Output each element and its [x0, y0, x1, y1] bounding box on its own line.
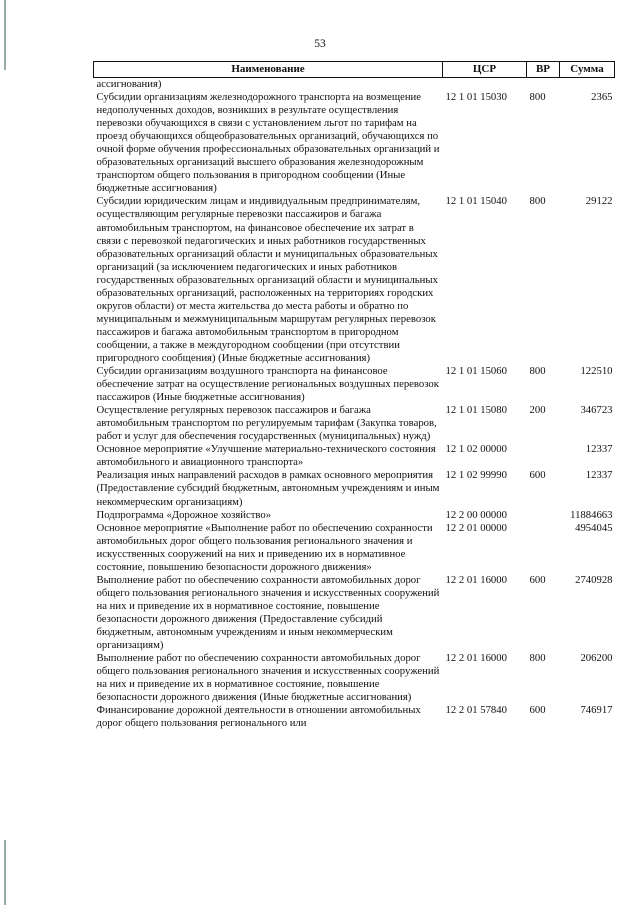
cell-sum: 2365 [591, 91, 613, 104]
cell-vr: 800 [529, 652, 546, 665]
cell-sum: 122510 [580, 365, 613, 378]
header-csr: ЦСР [443, 62, 527, 78]
table-body [94, 78, 615, 731]
cell-sum: 206200 [580, 652, 613, 665]
cell-name: Субсидии организациям воздушного транспорта на финансовое обеспечение затрат на осуществление региональных воздушных перевозок пассажиров (Иные бюджетные ассигнования) [96, 365, 439, 404]
budget-table [93, 61, 615, 730]
cell-csr: 12 1 01 15060 [445, 365, 507, 378]
cell-csr: 12 2 01 00000 [445, 521, 507, 534]
cell-name: Финансирование дорожной деятельности в отношении автомобильных дорог общего пользования регионального или [96, 704, 421, 730]
cell-name: Осуществление регулярных перевозок пассажиров и багажа автомобильным транспортом по регулируемым тарифам (Закупка товаров, работ и услуг для обеспечения государственных (муниципальных) нужд) [96, 404, 437, 443]
cell-vr: 800 [529, 91, 546, 104]
cell-vr [527, 522, 560, 574]
cell-vr: 800 [529, 195, 546, 208]
scan-edge-mark-bottom [4, 840, 6, 905]
scan-edge-mark-top [4, 0, 6, 70]
table-row [94, 469, 615, 508]
table-header-row [94, 62, 615, 78]
cell-name: Основное мероприятие «Выполнение работ по обеспечению сохранности автомобильных дорог общего пользования регионального значения и искусственных сооружений на них и приведению их в нормативное состояние, повышению безопасности дорожного движения» [96, 521, 433, 573]
cell-csr: 12 1 02 99990 [445, 469, 507, 482]
cell-vr [527, 78, 560, 92]
cell-name: Выполнение работ по обеспечению сохранности автомобильных дорог общего пользования регионального значения и искусственных сооружений на них и приведение их в нормативное состояние, повышение безопасности дорожного движения (Иные бюджетные ассигнования) [96, 652, 440, 704]
cell-sum: 12337 [585, 469, 613, 482]
cell-sum: 29122 [585, 195, 613, 208]
cell-vr: 200 [529, 404, 546, 417]
header-sum: Сумма [560, 62, 615, 78]
cell-vr: 600 [529, 469, 546, 482]
table-row [94, 652, 615, 704]
cell-vr: 600 [529, 573, 546, 586]
cell-name: ассигнования) [96, 78, 162, 90]
cell-vr [527, 509, 560, 522]
cell-vr: 800 [529, 365, 546, 378]
cell-name: Подпрограмма «Дорожное хозяйство» [96, 508, 272, 521]
cell-csr [443, 78, 527, 92]
table-row [94, 704, 615, 730]
table-row [94, 195, 615, 365]
table-row [94, 509, 615, 522]
table-row [94, 404, 615, 443]
header-name: Наименование [94, 62, 443, 78]
table-row [94, 574, 615, 652]
page-number: 53 [314, 38, 326, 50]
table-row [94, 365, 615, 404]
cell-name: Выполнение работ по обеспечению сохранности автомобильных дорог общего пользования регионального значения и искусственных сооружений на них и приведение их в нормативное состояние, повышение безопасности дорожного движения (Предоставление субсидий бюджетным, автономным учреждениям и иным некоммерческим организациям) [96, 573, 440, 652]
header-vr: ВР [527, 62, 560, 78]
cell-name: Субсидии организациям железнодорожного транспорта на возмещение недополученных доходов, возникших в результате осуществления перевозки обучающихся в связи с установлением льгот по тарифам на проезд обучающихся общеобразовательных организаций, обучающихся по очной форме обучения профессиональных образовательных организаций и образовательных организаций высшего образования железнодорожным транспортом общего пользования в пригородном сообщении (Иные бюджетные ассигнования) [96, 91, 440, 195]
cell-vr: 600 [529, 704, 546, 717]
table-row [94, 522, 615, 574]
cell-csr: 12 1 02 00000 [445, 443, 507, 456]
cell-sum: 2740928 [575, 573, 613, 586]
cell-sum: 4954045 [575, 521, 613, 534]
cell-csr: 12 2 01 57840 [445, 704, 507, 717]
cell-csr: 12 2 01 16000 [445, 573, 507, 586]
cell-sum [560, 78, 615, 92]
table-row [94, 91, 615, 195]
cell-sum: 11884663 [570, 508, 613, 521]
cell-csr: 12 1 01 15080 [445, 404, 507, 417]
cell-name: Субсидии юридическим лицам и индивидуальным предпринимателям, осуществляющим регулярные перевозки пассажиров и багажа автомобильным транспортом, на финансовое обеспечение их затрат в связи с перевозкой педагогических и иных работников государственных образовательных организаций области и муниципальных образовательных организаций (за исключением педагогических и иных работников государственных образовательных организаций области и муниципальных образовательных организаций, расположенных на территориях городских округов области) от места жительства до места работы и обратно по муниципальным и межмуниципальным маршрутам регулярных перевозок пассажиров и багажа автомобильным транспортом в пригородном сообщении, а также в междугородном сообщении (при отсутствии пригородного сообщения) (Иные бюджетные ассигнования) [96, 195, 438, 364]
table-row [94, 78, 615, 92]
table-row [94, 443, 615, 469]
cell-csr: 12 2 01 16000 [445, 652, 507, 665]
cell-csr: 12 1 01 15040 [445, 195, 507, 208]
cell-sum: 12337 [585, 443, 613, 456]
cell-csr: 12 1 01 15030 [445, 91, 507, 104]
cell-sum: 346723 [580, 404, 613, 417]
cell-name: Основное мероприятие «Улучшение материально-технического состояния автомобильного и авиационного транспорта» [96, 443, 436, 469]
cell-sum: 746917 [580, 704, 613, 717]
cell-vr [527, 443, 560, 469]
cell-csr: 12 2 00 00000 [445, 508, 507, 521]
cell-name: Реализация иных направлений расходов в рамках основного мероприятия (Предоставление субсидий бюджетным, автономным учреждениям и иным некоммерческим организациям) [96, 469, 440, 508]
